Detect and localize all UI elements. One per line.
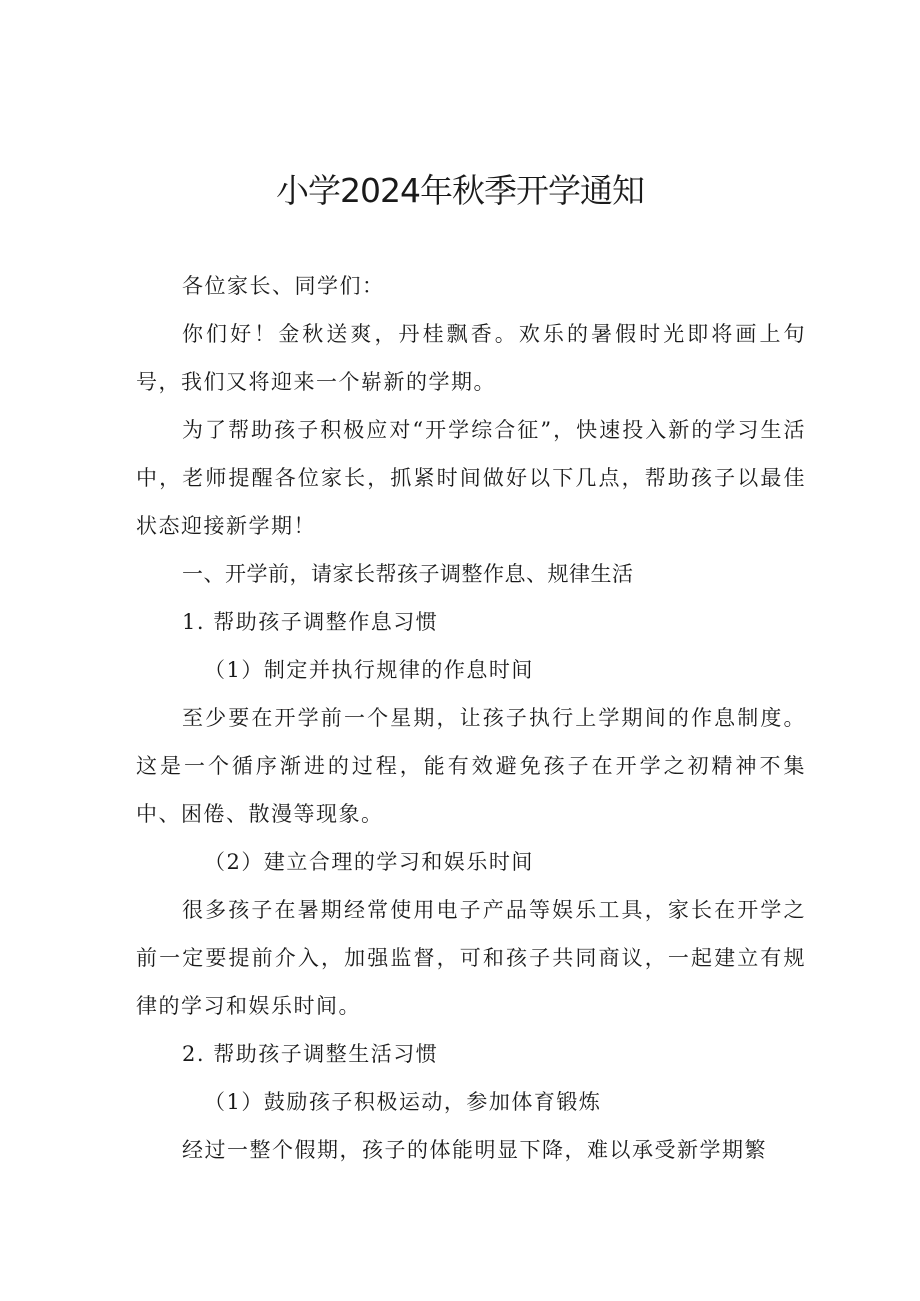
page-title: 小学2024年秋季开学通知 xyxy=(276,171,644,210)
notice-body xyxy=(136,262,806,1174)
item-1-1-body: 至少要在开学前一个星期，让孩子执行上学期间的作息制度。这是一个循序渐进的过程，能有效避免孩子在开学之初精神不集中、困倦、散漫等现象。 xyxy=(136,706,806,826)
item-1-2-body: 很多孩子在暑期经常使用电子产品等娱乐工具，家长在开学之前一定要提前介入，加强监督，可和孩子共同商议，一起建立有规律的学习和娱乐时间。 xyxy=(136,898,806,1018)
greeting: 各位家长、同学们： xyxy=(182,274,385,298)
intro-paragraph: 你们好！金秋送爽，丹桂飘香。欢乐的暑假时光即将画上句号，我们又将迎来一个崭新的学期。 xyxy=(136,322,806,394)
subheading-2: 2. 帮助孩子调整生活习惯 xyxy=(182,1042,439,1066)
item-2-1-body: 经过一整个假期，孩子的体能明显下降，难以承受新学期繁 xyxy=(182,1138,767,1162)
item-2-1: （1）鼓励孩子积极运动，参加体育锻炼 xyxy=(204,1090,602,1114)
item-1-2: （2）建立合理的学习和娱乐时间 xyxy=(204,850,534,874)
purpose-paragraph: 为了帮助孩子积极应对“开学综合征”，快速投入新的学习生活中，老师提醒各位家长，抓紧时间做好以下几点，帮助孩子以最佳状态迎接新学期！ xyxy=(136,418,806,538)
item-1-1: （1）制定并执行规律的作息时间 xyxy=(204,658,534,682)
section-heading-1: 一、开学前，请家长帮孩子调整作息、规律生活 xyxy=(182,562,634,586)
subheading-1: 1. 帮助孩子调整作息习惯 xyxy=(182,610,439,634)
